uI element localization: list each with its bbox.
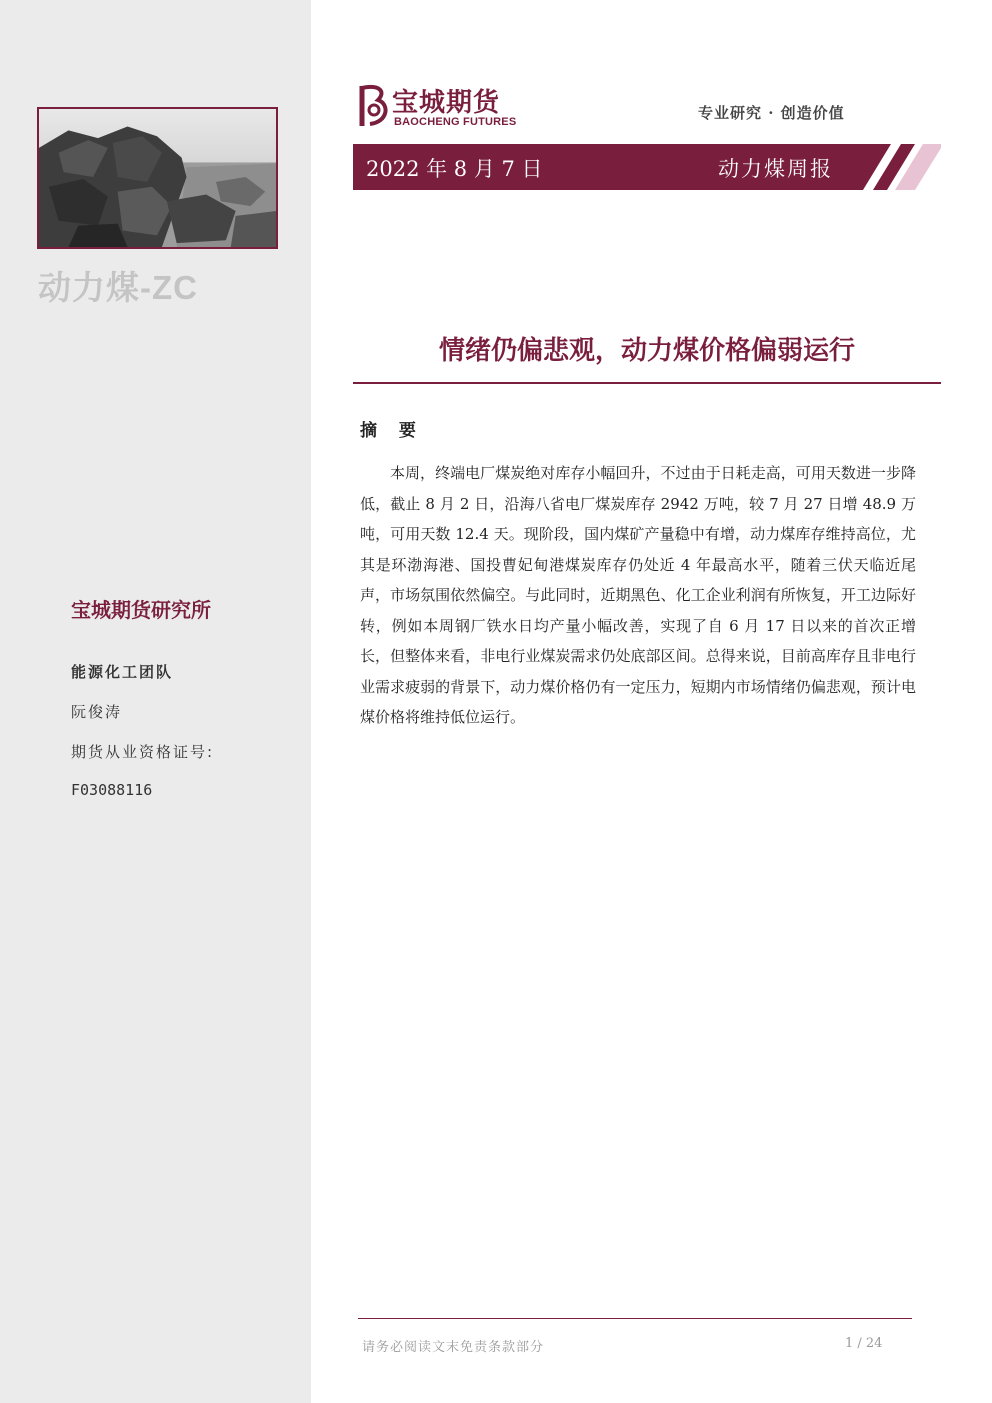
certification-label: 期货从业资格证号:: [71, 743, 215, 761]
abstract-body: 本周，终端电厂煤炭绝对库存小幅回升，不过由于日耗走高，可用天数进一步降低，截止 8 月 2 日，沿海八省电厂煤炭库存 2942 万吨，较 7 月 27 日增 48.9 万吨，可用天数 12.4 天。现阶段，国内煤矿产量稳中有增，动力煤库存维持高位，尤其是环渤海港、国投曹妃甸港煤炭库存仍处近 4 年最高水平，随着三伏天临近尾声，市场氛围依然偏空。与此同时，近期黑色、化工企业利润有所恢复，开工边际好转，例如本周钢厂铁水日均产量小幅改善，实现了自 6 月 17 日以来的首次正增长，但整体来看，非电行业煤炭需求仍处底部区间。总得来说，目前高库存且非电行业需求疲弱的背景下，动力煤价格仍有一定压力，短期内市场情绪仍偏悲观，预计电煤价格将维持低位运行。: [360, 464, 916, 726]
abstract-heading: 摘 要: [360, 421, 424, 441]
analyst-name: 阮俊涛: [71, 703, 123, 721]
company-logo-icon: [356, 82, 390, 130]
report-title: 情绪仍偏悲观，动力煤价格偏弱运行: [438, 336, 855, 366]
research-team: 能源化工团队: [71, 663, 174, 681]
title-divider: [353, 382, 941, 384]
page-number: 1 / 24: [845, 1336, 883, 1351]
logo-chinese-name: 宝城期货: [392, 88, 501, 118]
coal-cover-photo: [37, 107, 278, 249]
report-date: 2022 年 8 月 7 日: [366, 157, 543, 181]
research-institute: 宝城期货研究所: [71, 598, 211, 622]
certification-number: F03088116: [71, 781, 153, 799]
product-code: 动力煤-ZC: [38, 269, 198, 306]
logo-english-name: BAOCHENG FUTURES: [394, 116, 517, 128]
disclaimer-note: 请务必阅读文末免责条款部分: [362, 1340, 545, 1355]
company-slogan: 专业研究 · 创造价值: [698, 104, 845, 122]
footer-divider: [358, 1318, 912, 1319]
company-logo: [356, 82, 536, 134]
report-type: 动力煤周报: [718, 157, 833, 181]
